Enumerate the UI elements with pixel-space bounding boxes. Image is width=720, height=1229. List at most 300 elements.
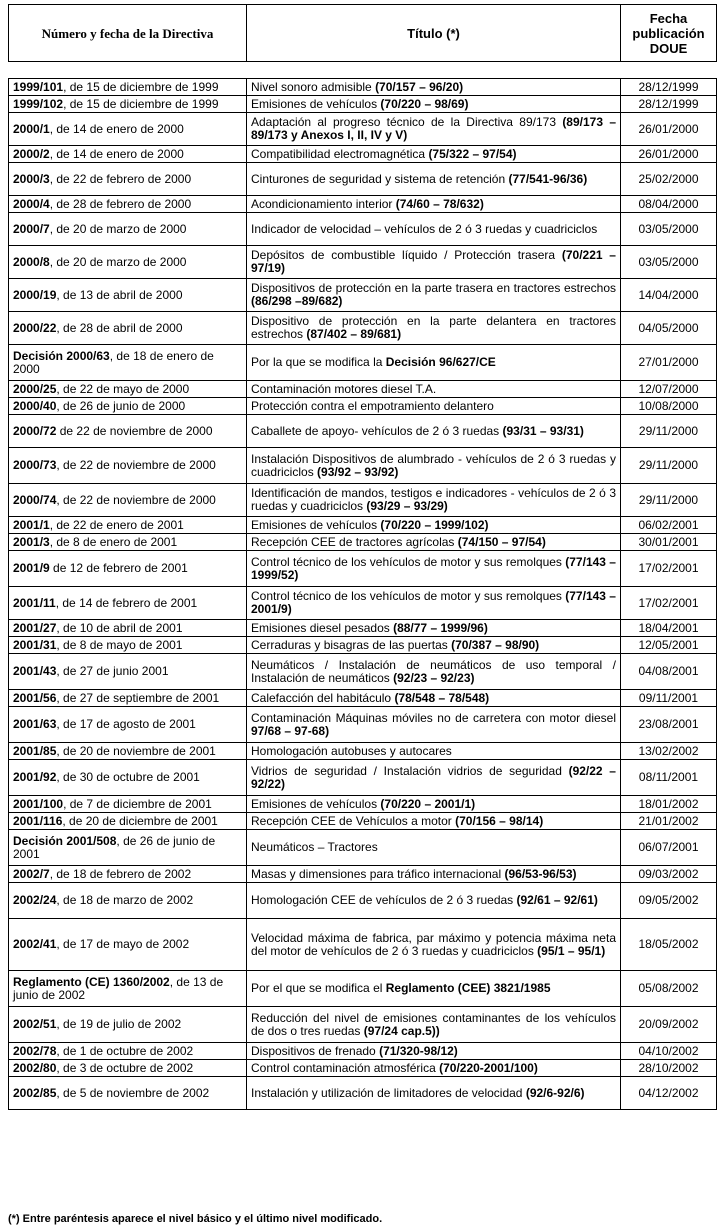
text: Calefacción del habitáculo (251, 690, 395, 705)
text: Depósitos de combustible líquido / Protección trasera (251, 248, 562, 262)
publication-date: 09/05/2002 (621, 883, 717, 919)
text: Recepción CEE de tractores agrícolas (251, 534, 458, 549)
directive-title (247, 813, 621, 830)
directive-number-date (9, 448, 247, 484)
bold-text: 2001/3 (13, 534, 50, 549)
text: Recepción CEE de Vehículos a motor (251, 813, 456, 828)
bold-text: 2002/78 (13, 1043, 57, 1058)
table-row (9, 637, 717, 654)
bold-text: (77/143 – 1999/52) (251, 554, 616, 582)
directive-number-date (9, 246, 247, 279)
directive-title (247, 146, 621, 163)
directive-title (247, 196, 621, 213)
bold-text: (89/173 – 89/173 y Anexos I, II, IV y V) (251, 115, 616, 142)
directive-title (247, 1043, 621, 1060)
text: , de 28 de abril de 2000 (56, 320, 183, 335)
table-row (9, 690, 717, 707)
text: Nivel sonoro admisible (251, 79, 376, 94)
bold-text: 2002/41 (13, 937, 57, 951)
publication-date: 09/03/2002 (621, 866, 717, 883)
publication-date: 29/11/2000 (621, 484, 717, 517)
directive-title (247, 760, 621, 796)
bold-text: (78/548 – 78/548) (394, 690, 490, 705)
directive-title (247, 96, 621, 113)
text: , de 18 de marzo de 2002 (56, 893, 194, 907)
header-date-line: DOUE (649, 40, 688, 56)
bold-text: 2001/116 (13, 813, 63, 828)
bold-text: 2000/25 (13, 381, 57, 396)
text: Por el que se modifica el (251, 981, 386, 995)
bold-text: (70/220 – 2001/1) (380, 796, 476, 811)
publication-date: 27/01/2000 (621, 345, 717, 381)
publication-date: 09/11/2001 (621, 690, 717, 707)
directives-table (8, 78, 717, 1110)
directive-title (247, 312, 621, 345)
table-row (9, 551, 717, 587)
table-row (9, 654, 717, 690)
text: , de 14 de enero de 2000 (49, 146, 184, 161)
bold-text: 2000/73 (13, 458, 57, 472)
directive-number-date (9, 312, 247, 345)
bold-text: 2002/85 (13, 1085, 57, 1100)
bold-text: (75/322 – 97/54) (428, 146, 517, 161)
text: , de 27 de septiembre de 2001 (56, 690, 220, 705)
bold-text: (95/1 – 95/1) (537, 943, 606, 958)
bold-text: 2000/19 (13, 287, 57, 302)
bold-text: 2001/43 (13, 664, 57, 678)
directive-title (247, 919, 621, 971)
bold-text: Decisión 2000/63 (13, 348, 110, 363)
directive-title (247, 113, 621, 146)
text: Protección contra el empotramiento delantero (251, 398, 494, 413)
table-row (9, 381, 717, 398)
text: Neumáticos / Instalación de neumáticos de uso temporal / Instalación de neumáticos (251, 657, 616, 685)
directive-number-date (9, 971, 247, 1007)
bold-text: 2002/51 (13, 1017, 57, 1031)
directive-title (247, 534, 621, 551)
directive-number-date (9, 654, 247, 690)
bold-text: 2000/40 (13, 398, 57, 413)
text: , de 22 de noviembre de 2000 (56, 458, 216, 472)
text: , de 19 de julio de 2002 (56, 1017, 182, 1031)
table-row (9, 517, 717, 534)
bold-text: (87/402 – 89/681) (306, 327, 402, 341)
text: Control técnico de los vehículos de motor y sus remolques (251, 554, 566, 569)
text: Contaminación Máquinas móviles no de carretera con motor diesel (251, 710, 616, 725)
table-row (9, 113, 717, 146)
bold-text: 2001/11 (13, 595, 56, 610)
bold-text: (97/24 cap.5)) (363, 1023, 440, 1038)
directive-title (247, 830, 621, 866)
bold-text: (92/23 – 92/23) (393, 670, 475, 685)
directive-title (247, 213, 621, 246)
bold-text: 2001/63 (13, 717, 57, 731)
bold-text: 2000/8 (13, 254, 50, 269)
directive-number-date (9, 1007, 247, 1043)
text: de 22 de noviembre de 2000 (56, 423, 213, 438)
publication-date: 23/08/2001 (621, 707, 717, 743)
directive-number-date (9, 415, 247, 448)
publication-date: 29/11/2000 (621, 448, 717, 484)
text: , de 14 de enero de 2000 (49, 121, 184, 136)
bold-text: (70/220 – 1999/102) (380, 517, 489, 532)
text: , de 1 de octubre de 2002 (56, 1043, 194, 1058)
directive-title (247, 551, 621, 587)
text: , de 5 de noviembre de 2002 (56, 1085, 210, 1100)
table-row (9, 1043, 717, 1060)
bold-text: 2002/80 (13, 1060, 57, 1075)
bold-text: (93/92 – 93/92) (317, 464, 399, 479)
bold-text: (70/220 – 98/69) (380, 96, 469, 111)
text: , de 20 de marzo de 2000 (49, 254, 187, 269)
bold-text: 2000/3 (13, 171, 50, 186)
publication-date: 08/04/2000 (621, 196, 717, 213)
bold-text: (70/156 – 98/14) (455, 813, 544, 828)
publication-date: 18/04/2001 (621, 620, 717, 637)
directive-number-date (9, 79, 247, 96)
directive-title (247, 620, 621, 637)
bold-text: 97/68 – 97-68) (251, 723, 330, 738)
text: , de 18 de febrero de 2002 (49, 866, 192, 881)
text: Dispositivos de protección en la parte trasera en tractores estrechos (251, 281, 616, 295)
table-row (9, 971, 717, 1007)
publication-date: 29/11/2000 (621, 415, 717, 448)
directive-title (247, 707, 621, 743)
bold-text: Reglamento (CEE) 3821/1985 (385, 981, 551, 995)
directive-number-date (9, 1043, 247, 1060)
table-row (9, 534, 717, 551)
publication-date: 14/04/2000 (621, 279, 717, 312)
text: de 12 de febrero de 2001 (49, 561, 188, 575)
publication-date: 28/12/1999 (621, 96, 717, 113)
directive-number-date (9, 517, 247, 534)
directive-title (247, 517, 621, 534)
bold-text: 2001/100 (13, 796, 64, 811)
publication-date: 06/02/2001 (621, 517, 717, 534)
text: Velocidad máxima de fabrica, par máximo y potencia máxima neta del motor de vehículos de 2 ó 3 ruedas y cuadriciclos (251, 930, 616, 958)
directive-number-date (9, 213, 247, 246)
publication-date: 17/02/2001 (621, 587, 717, 620)
publication-date: 04/05/2000 (621, 312, 717, 345)
footnote: (*) Entre paréntesis aparece el nivel básico y el último nivel modificado. (8, 1213, 383, 1225)
bold-text: (96/53-96/53) (504, 866, 577, 881)
text: Control contaminación atmosférica (251, 1060, 440, 1075)
bold-text: (88/77 – 1999/96) (393, 620, 488, 635)
text: Instalación y utilización de limitadores de velocidad (251, 1085, 526, 1100)
directive-number-date (9, 381, 247, 398)
text: Emisiones de vehículos (251, 96, 381, 111)
table-row (9, 415, 717, 448)
publication-date: 20/09/2002 (621, 1007, 717, 1043)
bold-text: (92/61 – 92/61) (516, 893, 598, 907)
directive-number-date (9, 1077, 247, 1110)
table-row (9, 1007, 717, 1043)
text: Vidrios de seguridad / Instalación vidrios de seguridad (251, 763, 569, 778)
text: Dispositivo de protección en la parte delantera en tractores estrechos (251, 314, 616, 341)
text: Cerraduras y bisagras de las puertas (251, 637, 452, 652)
bold-text: (86/298 –89/682) (251, 294, 343, 308)
bold-text: (74/150 – 97/54) (457, 534, 546, 549)
directive-number-date (9, 637, 247, 654)
bold-text: 2001/56 (13, 690, 57, 705)
table-row (9, 146, 717, 163)
table-row (9, 830, 717, 866)
directive-number-date (9, 146, 247, 163)
directive-number-date (9, 113, 247, 146)
directive-number-date (9, 743, 247, 760)
bold-text: (74/60 – 78/632) (395, 196, 484, 211)
table-row (9, 345, 717, 381)
text: Control técnico de los vehículos de motor y sus remolques (251, 589, 566, 603)
text: Reducción del nivel de emisiones contaminantes de los vehículos de dos o tres ruedas (251, 1010, 616, 1038)
bold-text: (70/157 – 96/20) (375, 79, 464, 94)
table-row (9, 312, 717, 345)
bold-text: (93/31 – 93/31) (502, 423, 584, 438)
bold-text: 2000/72 (13, 423, 57, 438)
text: Caballete de apoyo- vehículos de 2 ó 3 ruedas (251, 423, 503, 438)
text: , de 22 de febrero de 2000 (49, 171, 192, 186)
table-row (9, 587, 717, 620)
publication-date: 28/12/1999 (621, 79, 717, 96)
directive-number-date (9, 534, 247, 551)
text: , de 15 de diciembre de 1999 (63, 96, 219, 111)
header-number-date: Número y fecha de la Directiva (9, 5, 247, 62)
directive-title (247, 1060, 621, 1077)
directive-title (247, 1077, 621, 1110)
text: Homologación CEE de vehículos de 2 ó 3 ruedas (251, 893, 517, 907)
directive-number-date (9, 919, 247, 971)
directive-title (247, 279, 621, 312)
bold-text: 2002/7 (13, 866, 50, 881)
publication-date: 12/05/2001 (621, 637, 717, 654)
bold-text: 2001/27 (13, 620, 57, 635)
text: Indicador de velocidad – vehículos de 2 ó 3 ruedas y cuadriciclos (251, 221, 598, 236)
text: , de 18 de enero de 2000 (13, 348, 214, 376)
directive-number-date (9, 620, 247, 637)
bold-text: 2002/24 (13, 893, 57, 907)
bold-text: (92/6-92/6) (525, 1085, 585, 1100)
text: , de 10 de abril de 2001 (56, 620, 183, 635)
directive-number-date (9, 690, 247, 707)
directive-title (247, 866, 621, 883)
text: , de 3 de octubre de 2002 (56, 1060, 194, 1075)
publication-date: 10/08/2000 (621, 398, 717, 415)
publication-date: 03/05/2000 (621, 246, 717, 279)
text: , de 20 de marzo de 2000 (49, 221, 187, 236)
table-row (9, 743, 717, 760)
text: Adaptación al progreso técnico de la Directiva 89/173 (251, 115, 563, 129)
table-row (9, 866, 717, 883)
publication-date: 18/01/2002 (621, 796, 717, 813)
directive-title (247, 587, 621, 620)
bold-text: Reglamento (CE) 1360/2002 (13, 974, 170, 989)
bold-text: (70/387 – 98/90) (451, 637, 540, 652)
text: Neumáticos – Tractores (251, 840, 378, 854)
publication-date: 06/07/2001 (621, 830, 717, 866)
directive-title (247, 484, 621, 517)
header-publication-date (621, 5, 717, 62)
bold-text: 2001/1 (13, 517, 50, 532)
text: , de 7 de diciembre de 2001 (63, 796, 212, 811)
header-date-line: Fecha (649, 10, 688, 26)
directive-number-date (9, 760, 247, 796)
directive-number-date (9, 484, 247, 517)
bold-text: (71/320-98/12) (379, 1043, 458, 1058)
bold-text: 1999/102 (13, 96, 64, 111)
text: Emisiones de vehículos (251, 796, 381, 811)
publication-date: 18/05/2002 (621, 919, 717, 971)
table-row (9, 620, 717, 637)
text: , de 13 de abril de 2000 (56, 287, 183, 302)
publication-date: 30/01/2001 (621, 534, 717, 551)
bold-text: Decisión 2001/508 (13, 833, 117, 848)
header-table (8, 4, 717, 62)
directive-number-date (9, 345, 247, 381)
bold-text: 2000/4 (13, 196, 50, 211)
header-row (9, 5, 717, 62)
directive-number-date (9, 279, 247, 312)
table-row (9, 707, 717, 743)
directive-title (247, 79, 621, 96)
bold-text: 2001/85 (13, 743, 57, 758)
publication-date: 04/10/2002 (621, 1043, 717, 1060)
table-row (9, 1060, 717, 1077)
text: , de 22 de noviembre de 2000 (56, 492, 216, 507)
publication-date: 03/05/2000 (621, 213, 717, 246)
bold-text: 2000/7 (13, 221, 50, 236)
text: Emisiones de vehículos (251, 517, 381, 532)
directive-number-date (9, 96, 247, 113)
bold-text: 1999/101 (13, 79, 64, 94)
directive-number-date (9, 813, 247, 830)
directive-title (247, 345, 621, 381)
directive-title (247, 654, 621, 690)
bold-text: (77/143 – 2001/9) (251, 589, 616, 616)
text: Compatibilidad electromagnética (251, 146, 429, 161)
text: , de 8 de enero de 2001 (49, 534, 178, 549)
publication-date: 13/02/2002 (621, 743, 717, 760)
text: Cinturones de seguridad y sistema de retención (251, 171, 509, 186)
text: Masas y dimensiones para tráfico internacional (251, 866, 505, 881)
directive-title (247, 415, 621, 448)
text: Emisiones diesel pesados (251, 620, 394, 635)
directive-number-date (9, 866, 247, 883)
text: , de 17 de agosto de 2001 (56, 717, 196, 731)
bold-text: Decisión 96/627/CE (385, 355, 496, 369)
bold-text: 2001/9 (13, 561, 50, 575)
directive-title (247, 1007, 621, 1043)
text: , de 22 de mayo de 2000 (56, 381, 190, 396)
directive-title (247, 743, 621, 760)
text: , de 30 de octubre de 2001 (56, 770, 200, 784)
publication-date: 05/08/2002 (621, 971, 717, 1007)
table-row (9, 163, 717, 196)
directive-number-date (9, 830, 247, 866)
publication-date: 04/08/2001 (621, 654, 717, 690)
bold-text: 2001/31 (13, 637, 57, 652)
bold-text: 2000/1 (13, 121, 50, 136)
table-row (9, 919, 717, 971)
publication-date: 26/01/2000 (621, 146, 717, 163)
table-row (9, 279, 717, 312)
header-date-line: publicación (632, 25, 705, 41)
text: , de 28 de febrero de 2000 (49, 196, 192, 211)
publication-date: 25/02/2000 (621, 163, 717, 196)
directive-title (247, 381, 621, 398)
table-row (9, 448, 717, 484)
publication-date: 21/01/2002 (621, 813, 717, 830)
directive-title (247, 971, 621, 1007)
publication-date: 12/07/2000 (621, 381, 717, 398)
bold-text: (93/29 – 93/29) (366, 499, 448, 513)
bold-text: (77/541-96/36) (508, 171, 588, 186)
bold-text: 2001/92 (13, 770, 57, 784)
bold-text: 2000/74 (13, 492, 57, 507)
table-row (9, 79, 717, 96)
text: , de 26 de junio de 2000 (56, 398, 186, 413)
text: , de 20 de diciembre de 2001 (62, 813, 218, 828)
table-row (9, 484, 717, 517)
bold-text: 2000/22 (13, 320, 57, 335)
table-row (9, 1077, 717, 1110)
directive-number-date (9, 1060, 247, 1077)
text: Por la que se modifica la (251, 355, 386, 369)
directive-title (247, 883, 621, 919)
directive-title (247, 448, 621, 484)
text: , de 22 de enero de 2001 (49, 517, 184, 532)
text: Contaminación motores diesel T.A. (251, 381, 437, 396)
directives-table-body (9, 79, 717, 1110)
bold-text: (92/22 – 92/22) (251, 763, 616, 791)
directive-number-date (9, 796, 247, 813)
bold-text: 2000/2 (13, 146, 50, 161)
text: , de 15 de diciembre de 1999 (63, 79, 219, 94)
bold-text: (70/221 – 97/19) (251, 248, 616, 275)
publication-date: 26/01/2000 (621, 113, 717, 146)
text: , de 8 de mayo de 2001 (56, 637, 183, 652)
directive-title (247, 796, 621, 813)
text: , de 13 de junio de 2002 (13, 974, 224, 1002)
text: , de 27 de junio 2001 (56, 664, 169, 678)
directive-number-date (9, 163, 247, 196)
text: , de 17 de mayo de 2002 (56, 937, 190, 951)
directive-title (247, 246, 621, 279)
directive-number-date (9, 707, 247, 743)
text: Instalación Dispositivos de alumbrado - vehículos de 2 ó 3 ruedas y cuadriciclos (251, 451, 616, 479)
table-row (9, 796, 717, 813)
directive-title (247, 690, 621, 707)
publication-date: 17/02/2001 (621, 551, 717, 587)
text: , de 26 de junio de 2001 (13, 833, 216, 861)
table-row (9, 883, 717, 919)
text: , de 20 de noviembre de 2001 (56, 743, 216, 758)
table-row (9, 96, 717, 113)
table-row (9, 398, 717, 415)
directive-number-date (9, 398, 247, 415)
publication-date: 28/10/2002 (621, 1060, 717, 1077)
text: , de 14 de febrero de 2001 (55, 595, 198, 610)
directive-number-date (9, 196, 247, 213)
table-row (9, 246, 717, 279)
bold-text: (70/220-2001/100) (439, 1060, 538, 1075)
table-row (9, 813, 717, 830)
directive-title (247, 398, 621, 415)
table-row (9, 760, 717, 796)
table-row (9, 213, 717, 246)
directive-title (247, 163, 621, 196)
directive-title (247, 637, 621, 654)
publication-date: 04/12/2002 (621, 1077, 717, 1110)
